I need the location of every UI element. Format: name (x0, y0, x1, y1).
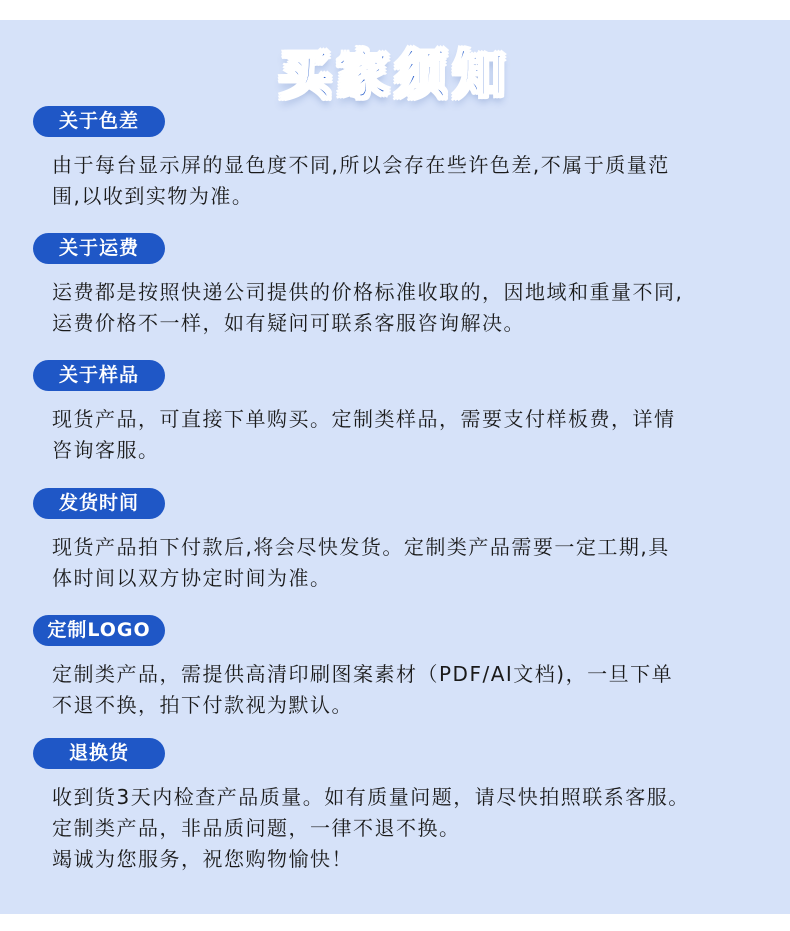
body-line: 现货产品拍下付款后,将会尽快发货。定制类产品需要一定工期,具 (52, 535, 670, 559)
section-heading-badge: 关于运费 (33, 233, 165, 264)
body-line: 体时间以双方协定时间为准。 (52, 566, 332, 590)
body-line: 定制类产品，非品质问题，一律不退不换。 (52, 816, 461, 840)
section-body (52, 782, 772, 875)
section-body (52, 532, 772, 594)
body-line: 咨询客服。 (52, 438, 160, 462)
body-line: 由于每台显示屏的显色度不同,所以会存在些许色差,不属于质量范 (52, 153, 670, 177)
body-line: 围,以收到实物为准。 (52, 184, 254, 208)
section-heading-badge: 定制LOGO (33, 615, 165, 646)
body-line: 现货产品，可直接下单购买。定制类样品，需要支付样板费，详情 (52, 407, 676, 431)
section-body (52, 404, 772, 466)
section-body (52, 659, 772, 721)
page-title: 买家须知 (278, 46, 511, 106)
body-line: 竭诚为您服务，祝您购物愉快！ (52, 847, 353, 871)
section-heading-badge: 关于样品 (33, 360, 165, 391)
body-line: 不退不换，拍下付款视为默认。 (52, 693, 353, 717)
section-heading-badge: 发货时间 (33, 488, 165, 519)
section-body (52, 277, 772, 339)
body-line: 运费价格不一样，如有疑问可联系客服咨询解决。 (52, 311, 525, 335)
section-heading-badge: 退换货 (33, 738, 165, 769)
section-heading-badge: 关于色差 (33, 106, 165, 137)
section-body (52, 150, 772, 212)
body-line: 运费都是按照快递公司提供的价格标准收取的，因地域和重量不同, (52, 280, 684, 304)
body-line: 收到货3天内检查产品质量。如有质量问题，请尽快拍照联系客服。 (52, 785, 690, 809)
body-line: 定制类产品，需提供高清印刷图案素材（PDF/AI文档)，一旦下单 (52, 662, 674, 686)
